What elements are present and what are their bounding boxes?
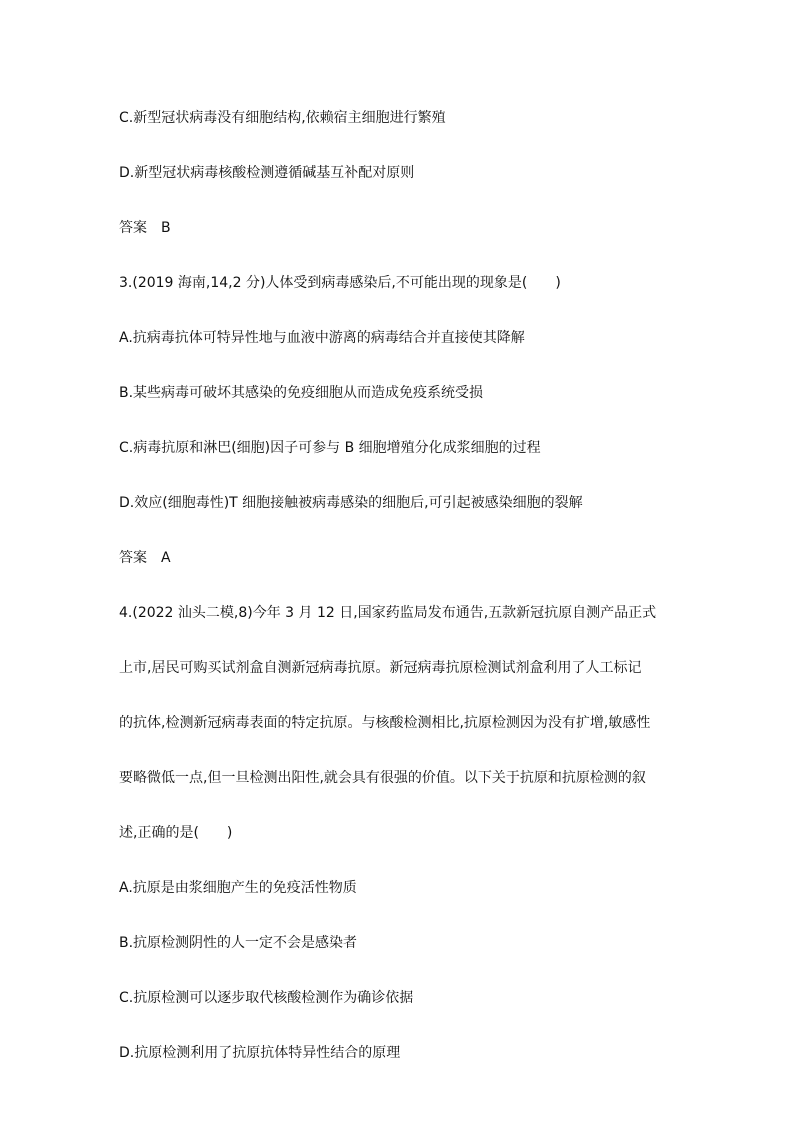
q3-option-b: B.某些病毒可破坏其感染的免疫细胞从而造成免疫系统受损 [119,385,484,401]
q4-option-a: A.抗原是由浆细胞产生的免疫活性物质 [119,880,357,896]
answer-label: 答案 [119,220,147,236]
q4-stem-line-2: 上市,居民可购买试剂盒自测新冠病毒抗原。新冠病毒抗原检测试剂盒利用了人工标记 [119,660,642,676]
q4-option-b: B.抗原检测阴性的人一定不会是感染者 [119,935,358,951]
q4-stem-line-3: 的抗体,检测新冠病毒表面的特定抗原。与核酸检测相比,抗原检测因为没有扩增,敏感性 [119,715,651,731]
q3-answer [119,549,689,567]
q2-option-c: C.新型冠状病毒没有细胞结构,依赖宿主细胞进行繁殖 [119,110,446,126]
q2-answer [119,219,689,237]
answer-value: A [161,550,171,566]
q3-option-c: C.病毒抗原和淋巴(细胞)因子可参与 B 细胞增殖分化成浆细胞的过程 [119,440,541,456]
q4-stem-line-5: 述,正确的是( ) [119,825,233,841]
q3-option-d: D.效应(细胞毒性)T 细胞接触被病毒感染的细胞后,可引起被感染细胞的裂解 [119,495,583,511]
q4-option-c: C.抗原检测可以逐步取代核酸检测作为确诊依据 [119,990,414,1006]
answer-label: 答案 [119,550,147,566]
q2-option-d: D.新型冠状病毒核酸检测遵循碱基互补配对原则 [119,165,415,181]
q3-stem: 3.(2019 海南,14,2 分)人体受到病毒感染后,不可能出现的现象是( ) [119,275,561,291]
q4-option-d: D.抗原检测利用了抗原抗体特异性结合的原理 [119,1045,401,1061]
q4-stem-line-4: 要略微低一点,但一旦检测出阳性,就会具有很强的价值。以下关于抗原和抗原检测的叙 [119,770,646,786]
q4-stem-line-1: 4.(2022 汕头二模,8)今年 3 月 12 日,国家药监局发布通告,五款新冠抗原自测产品正式 [119,605,657,621]
q3-option-a: A.抗病毒抗体可特异性地与血液中游离的病毒结合并直接使其降解 [119,330,525,346]
answer-value: B [161,220,171,236]
